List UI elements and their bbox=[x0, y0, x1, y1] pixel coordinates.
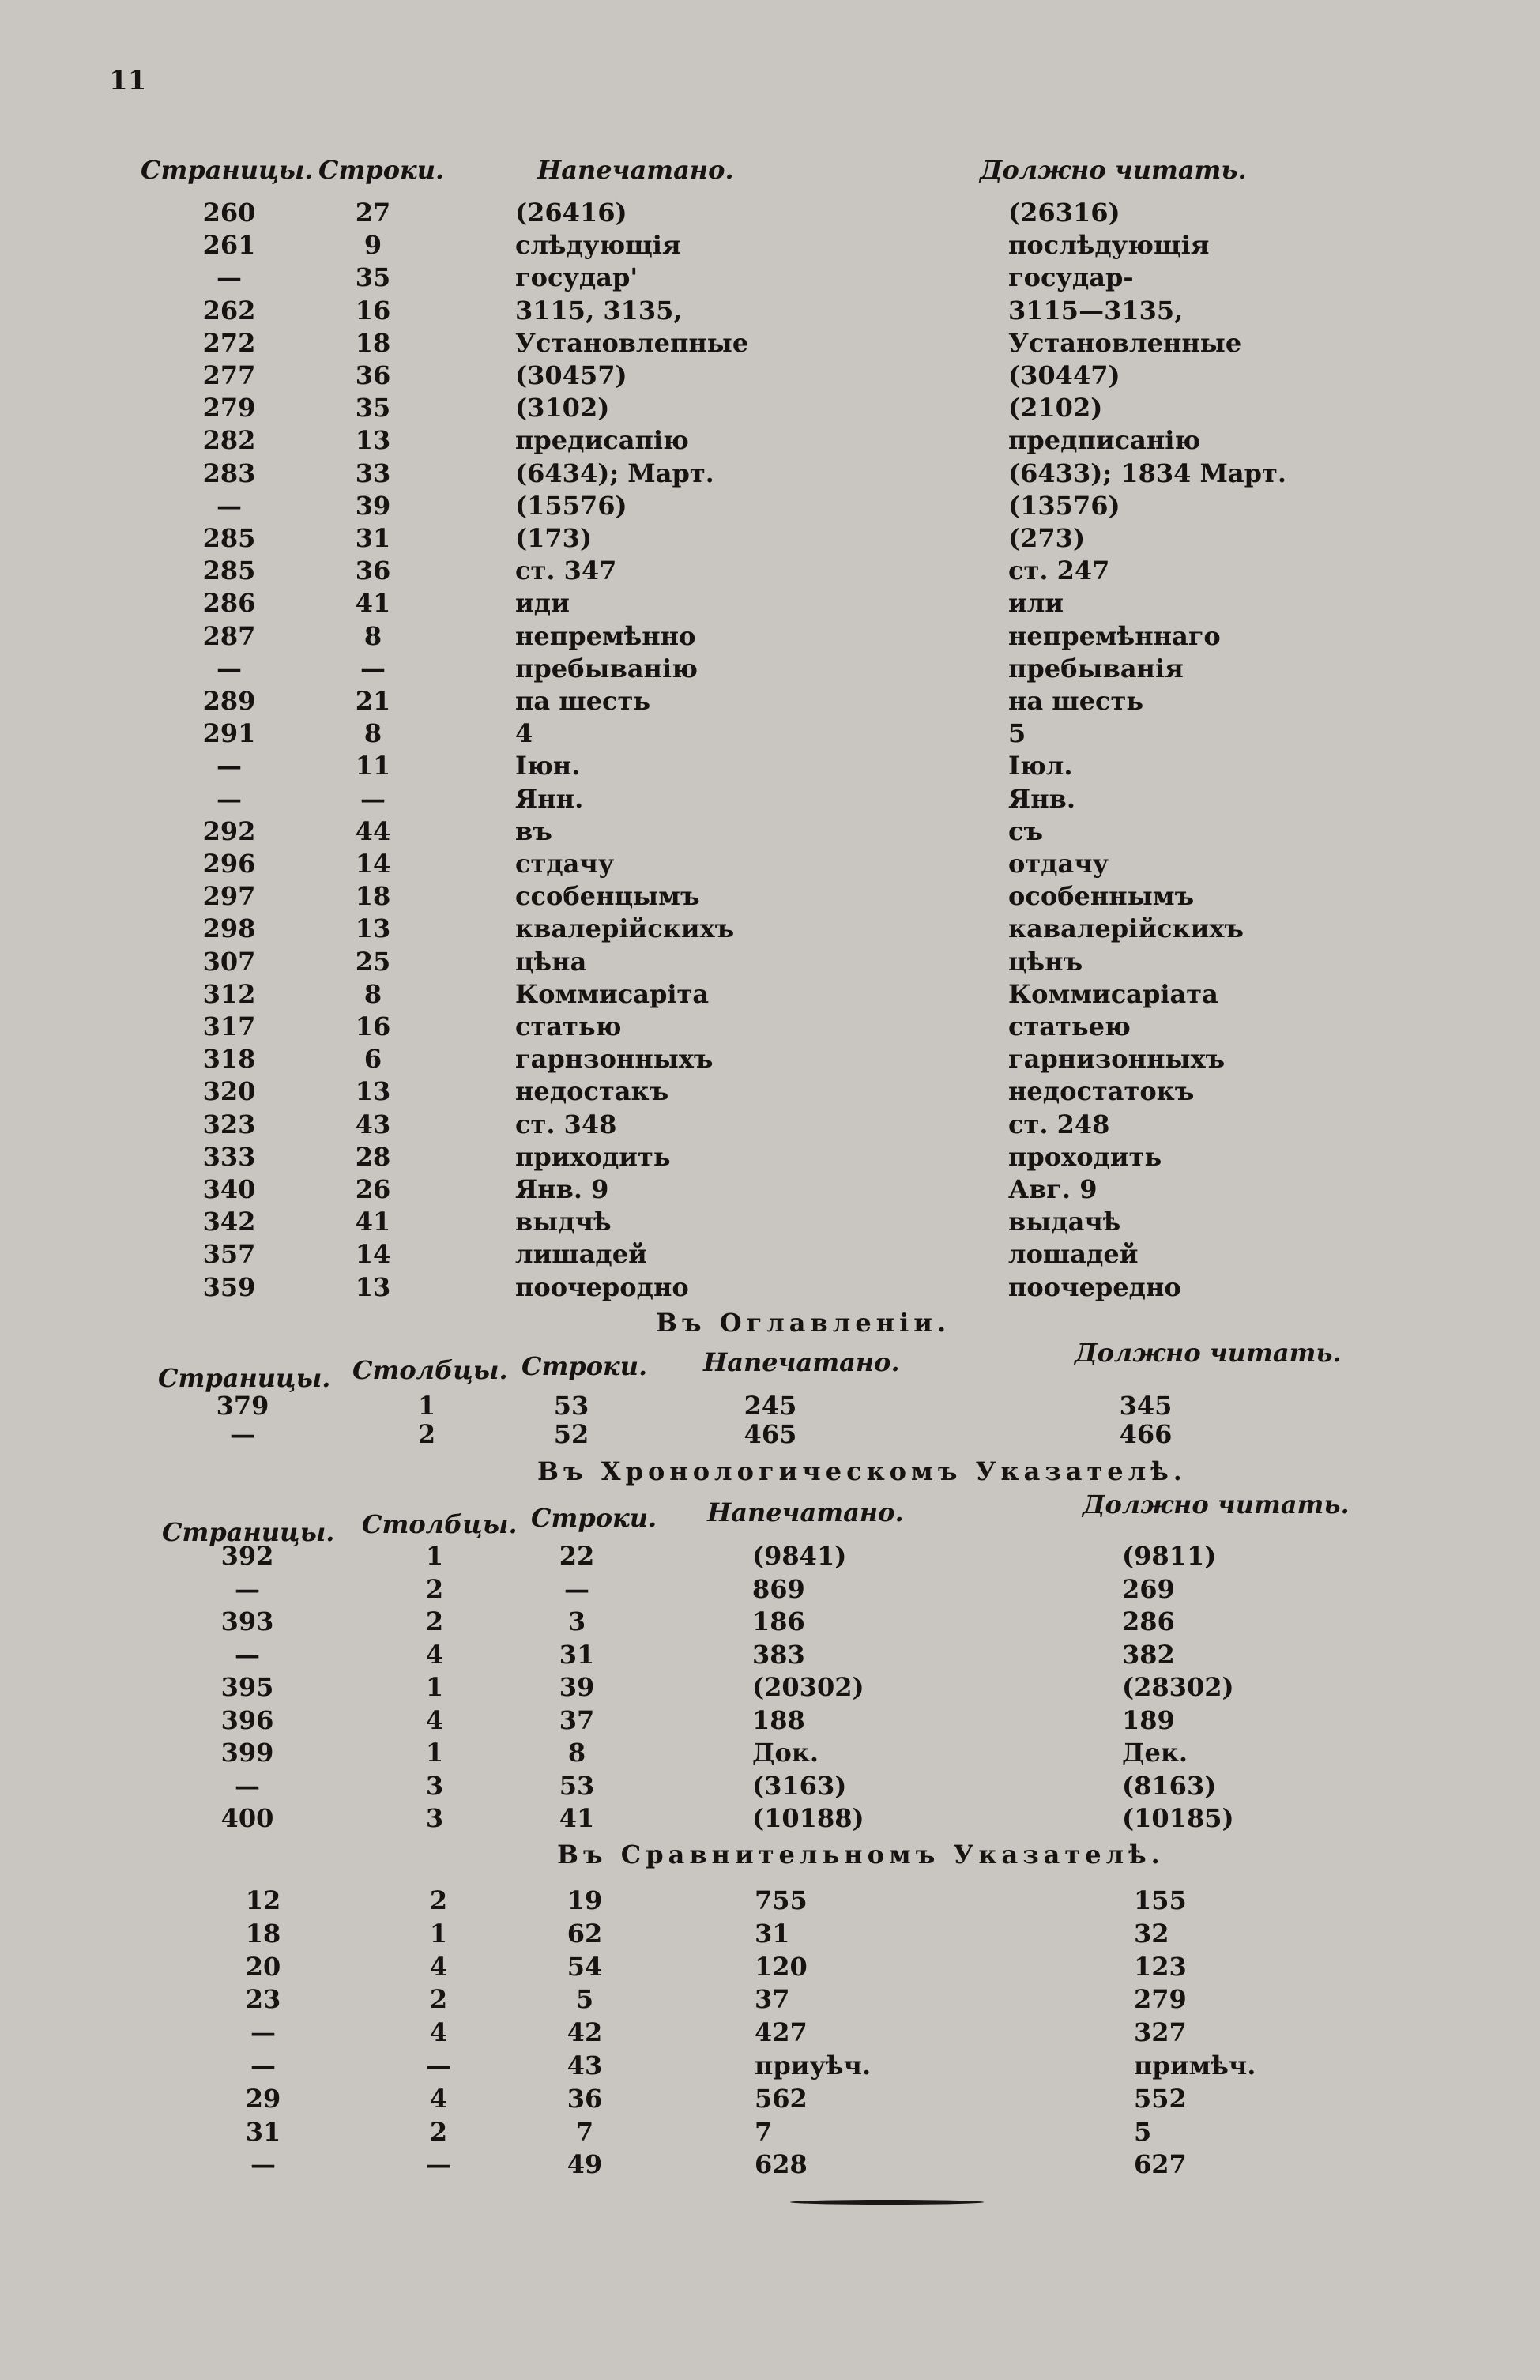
col-header-should-read: Должно читать. bbox=[980, 155, 1247, 185]
errata-row-cell-printed: 4 bbox=[515, 718, 533, 749]
chrono-header-lines: Строки. bbox=[531, 1503, 657, 1533]
chrono-row-cell-page: 392 bbox=[220, 1541, 274, 1571]
errata-row-cell-page: — bbox=[217, 262, 242, 293]
errata-row-cell-printed: Іюн. bbox=[515, 751, 581, 781]
errata-row-cell-page: 272 bbox=[202, 327, 256, 358]
errata-row-cell-line: 16 bbox=[355, 1011, 391, 1041]
compar-row-cell-line: 62 bbox=[567, 1918, 603, 1949]
chrono-row-cell-line: 37 bbox=[559, 1704, 595, 1735]
chrono-header-should-read: Должно читать. bbox=[1083, 1489, 1350, 1520]
errata-row-cell-page: 357 bbox=[202, 1239, 256, 1270]
errata-row-cell-printed: иди bbox=[515, 588, 570, 619]
compar-row-cell-page: 29 bbox=[245, 2083, 281, 2114]
errata-row-cell-page: 320 bbox=[202, 1076, 256, 1107]
chrono-row-cell-page: 395 bbox=[220, 1672, 274, 1702]
errata-row-cell-should-read: 3115—3135, bbox=[1008, 295, 1184, 326]
compar-row-cell-page: 20 bbox=[245, 1951, 281, 1982]
chrono-row-cell-line: 39 bbox=[559, 1672, 595, 1702]
section-title-compar: Въ Сравнительномъ Указателѣ. bbox=[557, 1840, 1165, 1870]
compar-row-cell-should-read: 327 bbox=[1134, 2017, 1187, 2048]
errata-row-cell-page: 291 bbox=[202, 718, 256, 749]
compar-row-cell-column: 4 bbox=[429, 2083, 448, 2114]
col-header-printed: Напечатано. bbox=[537, 155, 734, 185]
chrono-row-cell-page: — bbox=[235, 1573, 260, 1604]
errata-row-cell-should-read: на шесть bbox=[1008, 686, 1144, 716]
errata-row-cell-page: 342 bbox=[202, 1207, 256, 1237]
chrono-row-cell-printed: (9841) bbox=[752, 1541, 847, 1571]
errata-row-cell-printed: (3102) bbox=[515, 393, 610, 424]
errata-row-cell-printed: Установлепные bbox=[515, 327, 749, 358]
errata-row-cell-should-read: статьею bbox=[1008, 1011, 1131, 1041]
chrono-row-cell-should-read: 286 bbox=[1122, 1606, 1175, 1636]
section-title-toc: Въ Оглавленіи. bbox=[656, 1308, 951, 1338]
chrono-header-printed: Напечатано. bbox=[707, 1497, 904, 1527]
compar-row-cell-printed: 120 bbox=[755, 1951, 808, 1982]
errata-row-cell-line: 27 bbox=[355, 198, 391, 228]
errata-row-cell-printed: ссобенцымъ bbox=[515, 881, 700, 912]
toc-row-cell-column: 1 bbox=[417, 1391, 436, 1421]
errata-row-cell-line: 14 bbox=[355, 849, 391, 879]
errata-row-cell-should-read: (30447) bbox=[1008, 360, 1120, 390]
errata-row-cell-page: — bbox=[217, 783, 242, 814]
compar-row-cell-printed: 31 bbox=[755, 1918, 790, 1949]
errata-row-cell-printed: (26416) bbox=[515, 198, 627, 228]
toc-header-pages: Страницы. bbox=[158, 1363, 331, 1393]
errata-row-cell-line: 35 bbox=[355, 262, 391, 293]
compar-row-cell-page: 31 bbox=[245, 2116, 281, 2147]
errata-row-cell-printed: непремѣнно bbox=[515, 620, 696, 651]
errata-row-cell-line: 36 bbox=[355, 555, 391, 586]
errata-row-cell-line: 11 bbox=[355, 751, 391, 781]
chrono-row-cell-line: 31 bbox=[559, 1639, 595, 1670]
errata-row-cell-should-read: проходить bbox=[1008, 1141, 1162, 1172]
errata-row-cell-printed: приходить bbox=[515, 1141, 671, 1172]
compar-row-cell-line: 7 bbox=[575, 2116, 594, 2147]
compar-row-cell-printed: 628 bbox=[755, 2149, 808, 2180]
compar-row-cell-page: 18 bbox=[245, 1918, 281, 1949]
compar-row-cell-page: 23 bbox=[245, 1984, 281, 2015]
errata-row-cell-line: 35 bbox=[355, 393, 391, 424]
errata-row-cell-should-read: ст. 248 bbox=[1008, 1109, 1110, 1139]
chrono-row-cell-printed: 186 bbox=[752, 1606, 805, 1636]
errata-row-cell-printed: лишадей bbox=[515, 1239, 647, 1270]
errata-row-cell-line: 44 bbox=[355, 815, 391, 846]
errata-row-cell-printed: стдачу bbox=[515, 849, 615, 879]
errata-row-cell-printed: квалерійскихъ bbox=[515, 913, 735, 944]
errata-row-cell-should-read: съ bbox=[1008, 815, 1044, 846]
chrono-row-cell-page: 396 bbox=[220, 1704, 274, 1735]
errata-row-cell-printed: па шесть bbox=[515, 686, 651, 716]
compar-row-cell-page: — bbox=[250, 2050, 276, 2081]
col-header-lines: Строки. bbox=[318, 155, 445, 185]
compar-row-cell-line: 54 bbox=[567, 1951, 603, 1982]
errata-row-cell-line: — bbox=[360, 653, 386, 683]
toc-row-cell-page: 379 bbox=[216, 1391, 269, 1421]
errata-row-cell-page: 292 bbox=[202, 815, 256, 846]
errata-row-cell-should-read: гарнизонныхъ bbox=[1008, 1044, 1226, 1075]
compar-row-cell-line: 19 bbox=[567, 1885, 603, 1915]
errata-row-cell-page: — bbox=[217, 751, 242, 781]
chrono-row-cell-page: 393 bbox=[220, 1606, 274, 1636]
toc-row-cell-line: 52 bbox=[553, 1419, 589, 1449]
errata-row-cell-page: 318 bbox=[202, 1044, 256, 1075]
errata-row-cell-line: 13 bbox=[355, 1271, 391, 1302]
errata-row-cell-line: 13 bbox=[355, 913, 391, 944]
errata-row-cell-should-read: Авг. 9 bbox=[1008, 1174, 1098, 1204]
errata-row-cell-page: 307 bbox=[202, 946, 256, 977]
errata-row-cell-should-read: поочередно bbox=[1008, 1271, 1181, 1302]
toc-header-should-read: Должно читать. bbox=[1075, 1338, 1342, 1368]
compar-row-cell-column: 2 bbox=[429, 1885, 448, 1915]
chrono-row-cell-printed: 188 bbox=[752, 1704, 805, 1735]
errata-row-cell-line: 21 bbox=[355, 686, 391, 716]
errata-row-cell-line: — bbox=[360, 783, 386, 814]
chrono-row-cell-column: 1 bbox=[425, 1672, 444, 1702]
errata-row-cell-page: 283 bbox=[202, 458, 256, 488]
compar-row-cell-page: — bbox=[250, 2017, 276, 2048]
chrono-row-cell-printed: (20302) bbox=[752, 1672, 864, 1702]
errata-row-cell-page: 312 bbox=[202, 978, 256, 1009]
chrono-row-cell-page: — bbox=[235, 1639, 260, 1670]
errata-row-cell-should-read: отдачу bbox=[1008, 849, 1109, 879]
errata-row-cell-page: 289 bbox=[202, 686, 256, 716]
toc-header-printed: Напечатано. bbox=[703, 1347, 900, 1377]
errata-row-cell-should-read: Коммисаріата bbox=[1008, 978, 1218, 1009]
page-number: 11 bbox=[109, 65, 147, 96]
errata-row-cell-printed: (15576) bbox=[515, 490, 627, 521]
chrono-row-cell-should-read: (8163) bbox=[1122, 1770, 1217, 1801]
errata-row-cell-printed: ст. 348 bbox=[515, 1109, 617, 1139]
compar-row-cell-printed: приуѣч. bbox=[755, 2050, 872, 2081]
errata-row-cell-line: 25 bbox=[355, 946, 391, 977]
errata-row-cell-should-read: непремѣннаго bbox=[1008, 620, 1221, 651]
errata-row-cell-printed: въ bbox=[515, 815, 552, 846]
chrono-row-cell-printed: Док. bbox=[752, 1738, 819, 1768]
chrono-header-columns: Столбцы. bbox=[362, 1509, 518, 1539]
errata-row-cell-printed: пребыванію bbox=[515, 653, 698, 683]
chrono-row-cell-printed: 869 bbox=[752, 1573, 805, 1604]
errata-row-cell-page: 297 bbox=[202, 881, 256, 912]
compar-row-cell-page: 12 bbox=[245, 1885, 281, 1915]
errata-row-cell-line: 31 bbox=[355, 523, 391, 553]
closing-rule bbox=[790, 2200, 984, 2205]
toc-header-lines: Строки. bbox=[521, 1351, 648, 1381]
errata-row-cell-line: 18 bbox=[355, 327, 391, 358]
compar-row-cell-should-read: 123 bbox=[1134, 1951, 1187, 1982]
chrono-row-cell-page: 400 bbox=[220, 1803, 274, 1833]
errata-row-cell-page: — bbox=[217, 490, 242, 521]
toc-row-cell-line: 53 bbox=[553, 1391, 589, 1421]
errata-row-cell-printed: Коммисаріта bbox=[515, 978, 710, 1009]
compar-row-cell-should-read: 279 bbox=[1134, 1984, 1187, 2015]
errata-row-cell-printed: гарнзонныхъ bbox=[515, 1044, 714, 1075]
errata-row-cell-should-read: лошадей bbox=[1008, 1239, 1139, 1270]
errata-row-cell-should-read: (273) bbox=[1008, 523, 1086, 553]
errata-row-cell-should-read: кавалерійскихъ bbox=[1008, 913, 1244, 944]
errata-row-cell-page: 286 bbox=[202, 588, 256, 619]
compar-row-cell-column: 4 bbox=[429, 1951, 448, 1982]
chrono-row-cell-column: 2 bbox=[425, 1573, 444, 1604]
compar-row-cell-should-read: 155 bbox=[1134, 1885, 1187, 1915]
errata-row-cell-line: 8 bbox=[363, 978, 382, 1009]
errata-row-cell-printed: ст. 347 bbox=[515, 555, 617, 586]
compar-row-cell-printed: 7 bbox=[755, 2116, 773, 2147]
chrono-row-cell-line: 22 bbox=[559, 1541, 595, 1571]
chrono-row-cell-page: 399 bbox=[220, 1738, 274, 1768]
compar-row-cell-printed: 755 bbox=[755, 1885, 808, 1915]
errata-row-cell-should-read: цѣнъ bbox=[1008, 946, 1083, 977]
errata-row-cell-should-read: 5 bbox=[1008, 718, 1026, 749]
toc-row-cell-printed: 465 bbox=[744, 1419, 797, 1449]
errata-row-cell-line: 41 bbox=[355, 588, 391, 619]
errata-row-cell-line: 8 bbox=[363, 620, 382, 651]
compar-row-cell-page: — bbox=[250, 2149, 276, 2180]
errata-row-cell-line: 18 bbox=[355, 881, 391, 912]
errata-row-cell-line: 16 bbox=[355, 295, 391, 326]
chrono-row-cell-column: 4 bbox=[425, 1704, 444, 1735]
errata-row-cell-page: 285 bbox=[202, 523, 256, 553]
chrono-row-cell-should-read: (9811) bbox=[1122, 1541, 1217, 1571]
errata-row-cell-page: 317 bbox=[202, 1011, 256, 1041]
errata-row-cell-should-read: (26316) bbox=[1008, 198, 1120, 228]
chrono-row-cell-should-read: 269 bbox=[1122, 1573, 1175, 1604]
chrono-row-cell-should-read: (28302) bbox=[1122, 1672, 1234, 1702]
chrono-row-cell-column: 1 bbox=[425, 1541, 444, 1571]
errata-row-cell-should-read: (6433); 1834 Март. bbox=[1008, 458, 1286, 488]
errata-row-cell-should-read: (2102) bbox=[1008, 393, 1103, 424]
errata-row-cell-line: 9 bbox=[363, 230, 382, 261]
errata-row-cell-should-read: недостатокъ bbox=[1008, 1076, 1195, 1107]
chrono-row-cell-column: 1 bbox=[425, 1738, 444, 1768]
chrono-row-cell-column: 3 bbox=[425, 1770, 444, 1801]
col-header-pages: Страницы. bbox=[141, 155, 314, 185]
errata-row-cell-should-read: послѣдующія bbox=[1008, 230, 1210, 261]
errata-row-cell-page: 285 bbox=[202, 555, 256, 586]
chrono-row-cell-printed: (10188) bbox=[752, 1803, 864, 1833]
errata-row-cell-line: 43 bbox=[355, 1109, 391, 1139]
chrono-row-cell-should-read: Дек. bbox=[1122, 1738, 1188, 1768]
toc-header-columns: Столбцы. bbox=[352, 1355, 508, 1385]
compar-row-cell-column: — bbox=[426, 2149, 451, 2180]
chrono-row-cell-line: 3 bbox=[567, 1606, 586, 1636]
errata-row-cell-should-read: особеннымъ bbox=[1008, 881, 1195, 912]
chrono-row-cell-column: 3 bbox=[425, 1803, 444, 1833]
chrono-row-cell-line: 8 bbox=[567, 1738, 586, 1768]
chrono-row-cell-printed: (3163) bbox=[752, 1770, 847, 1801]
errata-row-cell-page: 287 bbox=[202, 620, 256, 651]
compar-row-cell-should-read: примѣч. bbox=[1134, 2050, 1256, 2081]
compar-row-cell-should-read: 552 bbox=[1134, 2083, 1187, 2114]
compar-row-cell-line: 42 bbox=[567, 2017, 603, 2048]
errata-row-cell-should-read: Янв. bbox=[1008, 783, 1076, 814]
errata-row-cell-should-read: ст. 247 bbox=[1008, 555, 1110, 586]
errata-row-cell-should-read: пребыванія bbox=[1008, 653, 1184, 683]
errata-row-cell-line: 41 bbox=[355, 1207, 391, 1237]
errata-row-cell-printed: Янн. bbox=[515, 783, 584, 814]
errata-row-cell-line: 36 bbox=[355, 360, 391, 390]
errata-row-cell-printed: (30457) bbox=[515, 360, 627, 390]
chrono-row-cell-should-read: 189 bbox=[1122, 1704, 1175, 1735]
errata-row-cell-printed: (173) bbox=[515, 523, 593, 553]
errata-row-cell-page: 333 bbox=[202, 1141, 256, 1172]
toc-row-cell-printed: 245 bbox=[744, 1391, 797, 1421]
errata-row-cell-page: 296 bbox=[202, 849, 256, 879]
toc-row-cell-page: — bbox=[230, 1419, 255, 1449]
errata-row-cell-printed: государ' bbox=[515, 262, 638, 293]
errata-row-cell-printed: выдчѣ bbox=[515, 1207, 612, 1237]
errata-row-cell-should-read: (13576) bbox=[1008, 490, 1120, 521]
errata-row-cell-page: — bbox=[217, 653, 242, 683]
errata-row-cell-should-read: Іюл. bbox=[1008, 751, 1073, 781]
errata-row-cell-page: 359 bbox=[202, 1271, 256, 1302]
chrono-row-cell-line: — bbox=[564, 1573, 589, 1604]
errata-row-cell-line: 28 bbox=[355, 1141, 391, 1172]
compar-row-cell-line: 36 bbox=[567, 2083, 603, 2114]
errata-row-cell-printed: (6434); Март. bbox=[515, 458, 714, 488]
errata-row-cell-page: 277 bbox=[202, 360, 256, 390]
errata-row-cell-line: 6 bbox=[363, 1044, 382, 1075]
chrono-row-cell-line: 53 bbox=[559, 1770, 595, 1801]
chrono-row-cell-should-read: (10185) bbox=[1122, 1803, 1234, 1833]
compar-row-cell-column: — bbox=[426, 2050, 451, 2081]
compar-row-cell-printed: 37 bbox=[755, 1984, 790, 2015]
errata-row-cell-printed: цѣна bbox=[515, 946, 587, 977]
compar-row-cell-line: 43 bbox=[567, 2050, 603, 2081]
compar-row-cell-column: 2 bbox=[429, 2116, 448, 2147]
compar-row-cell-column: 2 bbox=[429, 1984, 448, 2015]
errata-row-cell-printed: Янв. 9 bbox=[515, 1174, 609, 1204]
chrono-header-pages: Страницы. bbox=[162, 1517, 335, 1547]
errata-row-cell-printed: слѣдующія bbox=[515, 230, 681, 261]
errata-row-cell-should-read: предписанію bbox=[1008, 425, 1201, 456]
errata-row-cell-page: 262 bbox=[202, 295, 256, 326]
chrono-row-cell-printed: 383 bbox=[752, 1639, 805, 1670]
compar-row-cell-printed: 562 bbox=[755, 2083, 808, 2114]
compar-row-cell-should-read: 627 bbox=[1134, 2149, 1187, 2180]
errata-row-cell-page: 298 bbox=[202, 913, 256, 944]
errata-row-cell-line: 13 bbox=[355, 425, 391, 456]
chrono-row-cell-page: — bbox=[235, 1770, 260, 1801]
compar-row-cell-column: 4 bbox=[429, 2017, 448, 2048]
errata-row-cell-printed: предисапію bbox=[515, 425, 689, 456]
chrono-row-cell-column: 4 bbox=[425, 1639, 444, 1670]
errata-row-cell-should-read: выдачѣ bbox=[1008, 1207, 1121, 1237]
compar-row-cell-printed: 427 bbox=[755, 2017, 808, 2048]
errata-row-cell-should-read: Установленные bbox=[1008, 327, 1242, 358]
compar-row-cell-should-read: 32 bbox=[1134, 1918, 1169, 1949]
errata-row-cell-line: 39 bbox=[355, 490, 391, 521]
compar-row-cell-should-read: 5 bbox=[1134, 2116, 1152, 2147]
chrono-row-cell-should-read: 382 bbox=[1122, 1639, 1175, 1670]
errata-row-cell-line: 14 bbox=[355, 1239, 391, 1270]
errata-row-cell-page: 260 bbox=[202, 198, 256, 228]
errata-row-cell-page: 261 bbox=[202, 230, 256, 261]
compar-row-cell-column: 1 bbox=[429, 1918, 448, 1949]
errata-row-cell-page: 340 bbox=[202, 1174, 256, 1204]
toc-row-cell-should-read: 345 bbox=[1119, 1391, 1173, 1421]
errata-row-cell-page: 279 bbox=[202, 393, 256, 424]
errata-row-cell-line: 26 bbox=[355, 1174, 391, 1204]
errata-row-cell-printed: поочеродно bbox=[515, 1271, 689, 1302]
section-title-chrono: Въ Хронологическомъ Указателѣ. bbox=[537, 1456, 1187, 1486]
errata-row-cell-page: 323 bbox=[202, 1109, 256, 1139]
errata-row-cell-page: 282 bbox=[202, 425, 256, 456]
errata-row-cell-should-read: государ- bbox=[1008, 262, 1134, 293]
errata-row-cell-should-read: или bbox=[1008, 588, 1064, 619]
toc-row-cell-should-read: 466 bbox=[1119, 1419, 1173, 1449]
errata-row-cell-printed: статью bbox=[515, 1011, 622, 1041]
errata-row-cell-printed: недостакъ bbox=[515, 1076, 669, 1107]
errata-row-cell-printed: 3115, 3135, bbox=[515, 295, 683, 326]
compar-row-cell-line: 5 bbox=[575, 1984, 594, 2015]
errata-row-cell-line: 33 bbox=[355, 458, 391, 488]
toc-row-cell-column: 2 bbox=[417, 1419, 436, 1449]
chrono-row-cell-line: 41 bbox=[559, 1803, 595, 1833]
errata-row-cell-line: 8 bbox=[363, 718, 382, 749]
compar-row-cell-line: 49 bbox=[567, 2149, 603, 2180]
errata-row-cell-line: 13 bbox=[355, 1076, 391, 1107]
chrono-row-cell-column: 2 bbox=[425, 1606, 444, 1636]
